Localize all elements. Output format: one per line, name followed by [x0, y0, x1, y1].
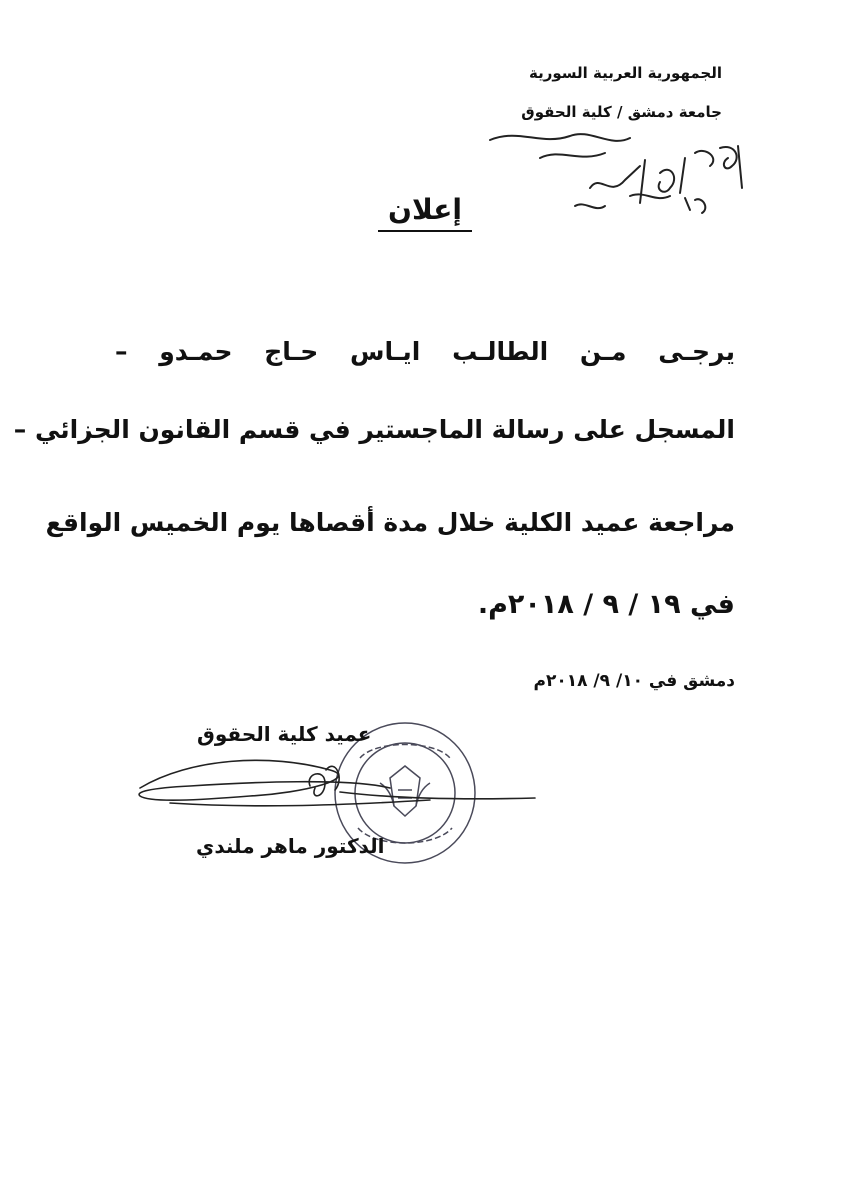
body-line-3: مراجعة عميد الكلية خلال مدة أقصاها يوم الخميس الواقع	[45, 508, 735, 537]
handwritten-signature	[130, 748, 540, 828]
body-line-2: المسجل على رسالة الماجستير في قسم القانون الجزائي –	[13, 415, 735, 444]
header-country: الجمهورية العربية السورية	[529, 64, 722, 82]
body-line-4: في ١٩ / ٩ / ٢٠١٨م.	[477, 589, 735, 620]
announcement-title	[0, 193, 850, 232]
header-university: جامعة دمشق / كلية الحقوق	[521, 103, 722, 121]
dean-title: عميد كلية الحقوق	[197, 722, 372, 746]
issue-date-line: دمشق في ١٠/ ٩/ ٢٠١٨م	[533, 671, 735, 691]
dean-name: الدكتور ماهر ملندي	[196, 834, 385, 858]
body-line-1: يرجـى مـن الطالـب ايـاس حـاج حمـدو –	[115, 337, 735, 366]
announcement-title-text: إعلان	[378, 193, 472, 232]
